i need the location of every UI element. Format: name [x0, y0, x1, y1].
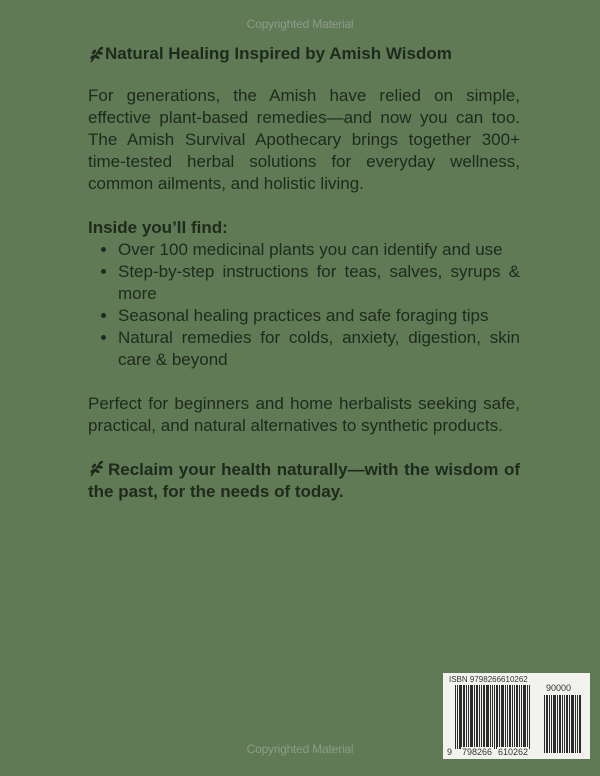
heading-text: Natural Healing Inspired by Amish Wisdom	[105, 44, 452, 63]
cover-heading	[88, 43, 520, 65]
feature-item: • Over 100 medicinal plants you can identify and use	[118, 239, 520, 261]
feature-item: • Seasonal healing practices and safe foraging tips	[118, 305, 520, 327]
barcode-bars	[455, 685, 531, 749]
barcode-digit-group: 9	[447, 747, 453, 757]
price-code: 90000	[546, 683, 572, 693]
feature-item: • Step-by-step instructions for teas, salves, syrups & more	[118, 261, 520, 305]
closing-statement	[88, 459, 520, 503]
barcode-digit-group: 798266	[462, 747, 493, 757]
barcode-digit-group: 610262	[498, 747, 529, 757]
leaf-sprig-icon	[88, 46, 104, 63]
leaf-sprig-icon	[88, 460, 104, 477]
closing-text: Reclaim your health naturally—with the wisdom of the past, for the needs of today.	[88, 460, 520, 501]
intro-paragraph: For generations, the Amish have relied on simple, effective plant-based remedies—and now you can too. The Amish Survival Apothecary brings together 300+ time-tested herbal solutions for everyday wellness, common ailments, and holistic living.	[88, 86, 520, 193]
feature-list	[88, 239, 520, 371]
audience-paragraph: Perfect for beginners and home herbalists seeking safe, practical, and natural alternatives to synthetic products.	[88, 394, 520, 435]
isbn-label: ISBN 9798266610262	[449, 675, 528, 684]
copyright-watermark-top: Copyrighted Material	[246, 17, 354, 31]
feature-item: • Natural remedies for colds, anxiety, digestion, skin care & beyond	[118, 327, 520, 371]
back-cover-text	[88, 43, 520, 503]
copyright-watermark-bottom: Copyrighted Material	[246, 742, 354, 756]
inside-title: Inside you’ll find:	[88, 218, 228, 237]
